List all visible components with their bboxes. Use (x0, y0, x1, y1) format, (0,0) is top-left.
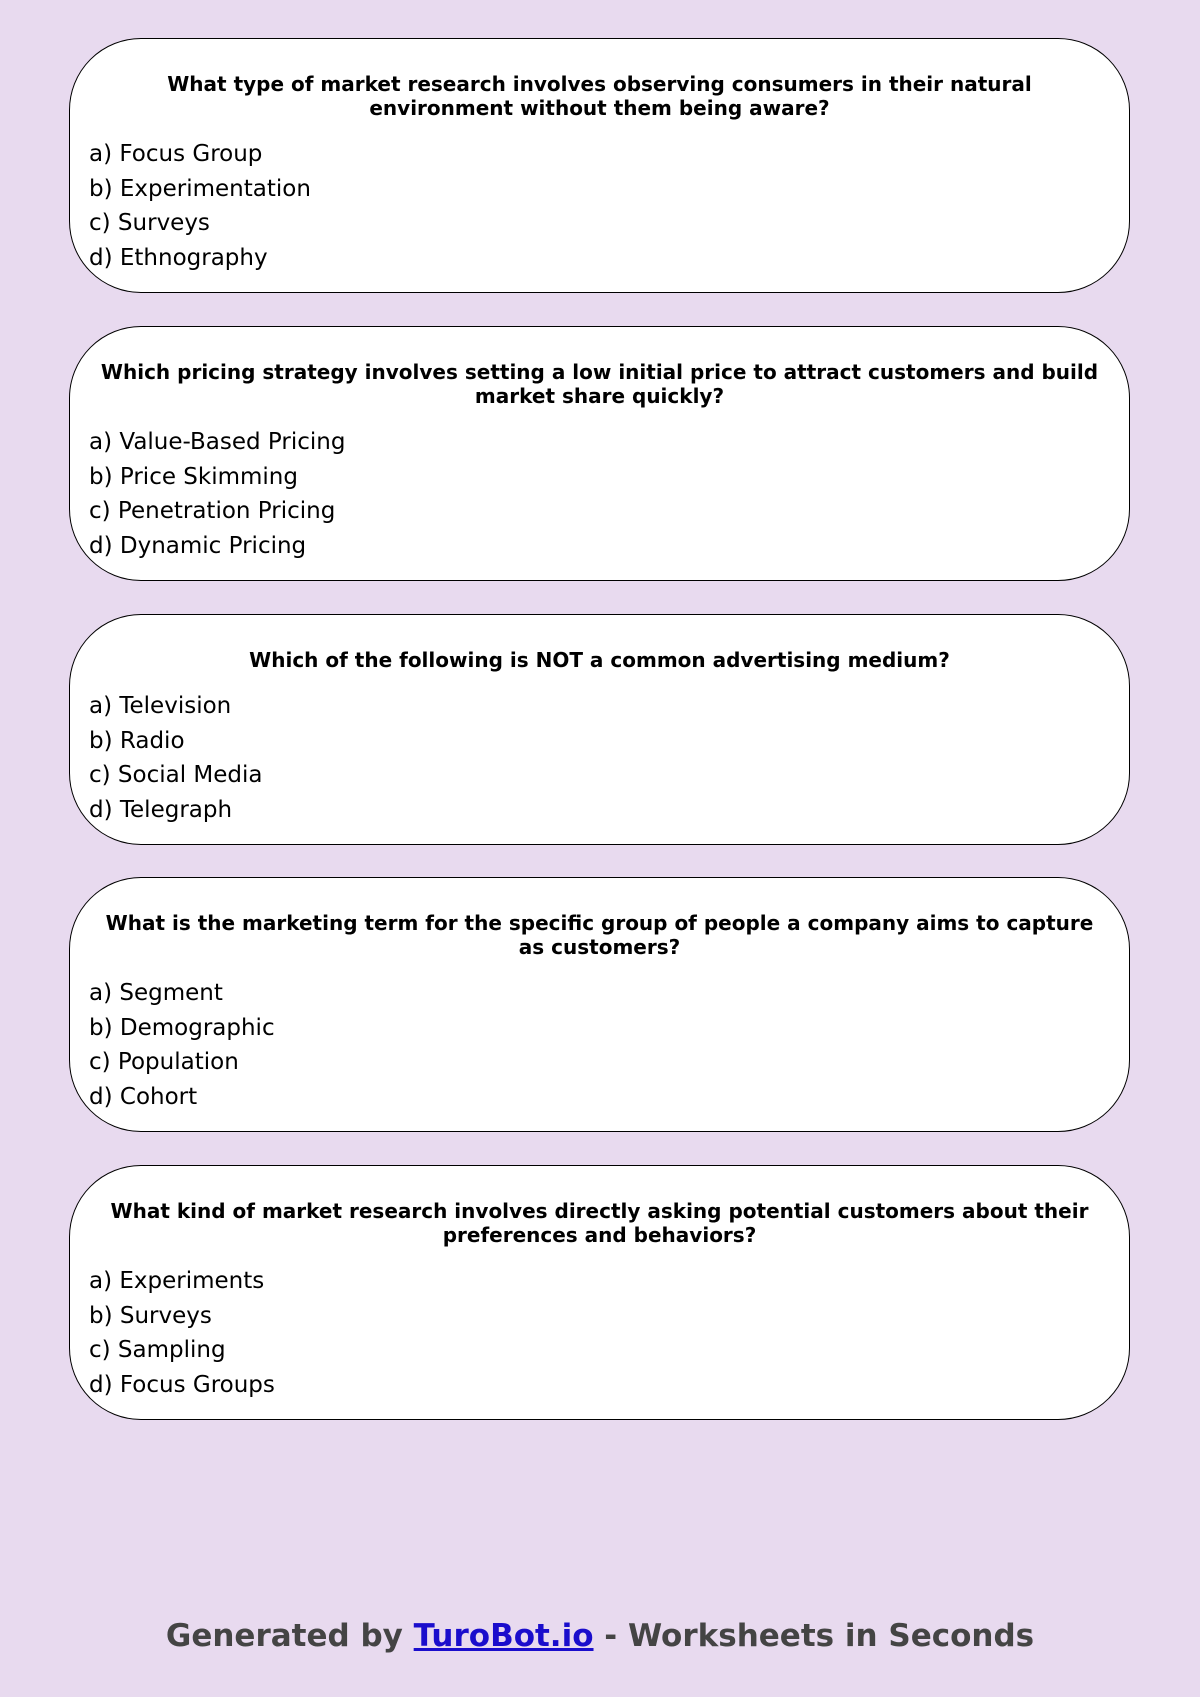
option-b: b) Radio (89, 727, 185, 754)
option-d: d) Focus Groups (89, 1371, 275, 1398)
options-list (89, 425, 345, 563)
option-c: c) Sampling (89, 1337, 226, 1363)
turobot-link[interactable]: TuroBot.io (413, 1618, 594, 1654)
question-card-1 (69, 38, 1130, 293)
option-b: b) Experimentation (89, 175, 311, 202)
option-b: b) Price Skimming (89, 463, 298, 490)
option-c: c) Penetration Pricing (89, 498, 336, 524)
question-text: What kind of market research involves directly asking potential customers about their preferences and behaviors? (110, 1199, 1089, 1247)
question-card-3 (69, 614, 1130, 845)
option-d: d) Dynamic Pricing (89, 532, 307, 559)
option-d: d) Telegraph (89, 796, 233, 823)
option-a: a) Segment (89, 980, 223, 1006)
footer-suffix: - Worksheets in Seconds (593, 1618, 1035, 1654)
option-c: c) Population (89, 1049, 239, 1075)
footer-prefix: Generated by (165, 1618, 414, 1654)
options-list (89, 1264, 275, 1402)
option-c: c) Social Media (89, 762, 263, 788)
question-card-5 (69, 1165, 1130, 1420)
question-text: What type of market research involves observing consumers in their natural environment without them being aware? (167, 72, 1032, 120)
option-a: a) Focus Group (89, 141, 263, 167)
options-list (89, 689, 263, 827)
question-text: What is the marketing term for the specific group of people a company aims to capture as customers? (105, 911, 1094, 959)
option-b: b) Demographic (89, 1014, 275, 1041)
question-text: Which of the following is NOT a common advertising medium? (249, 648, 950, 672)
option-c: c) Surveys (89, 210, 210, 236)
question-card-4 (69, 877, 1130, 1132)
question-text: Which pricing strategy involves setting a low initial price to attract customers and build market share quickly? (100, 360, 1099, 408)
question-card-2 (69, 326, 1130, 581)
option-d: d) Ethnography (89, 244, 268, 271)
option-a: a) Television (89, 693, 232, 719)
options-list (89, 976, 275, 1114)
option-d: d) Cohort (89, 1083, 198, 1110)
options-list (89, 137, 311, 275)
option-b: b) Surveys (89, 1302, 212, 1329)
option-a: a) Value-Based Pricing (89, 429, 346, 455)
option-a: a) Experiments (89, 1268, 265, 1294)
footer (0, 1618, 1200, 1654)
